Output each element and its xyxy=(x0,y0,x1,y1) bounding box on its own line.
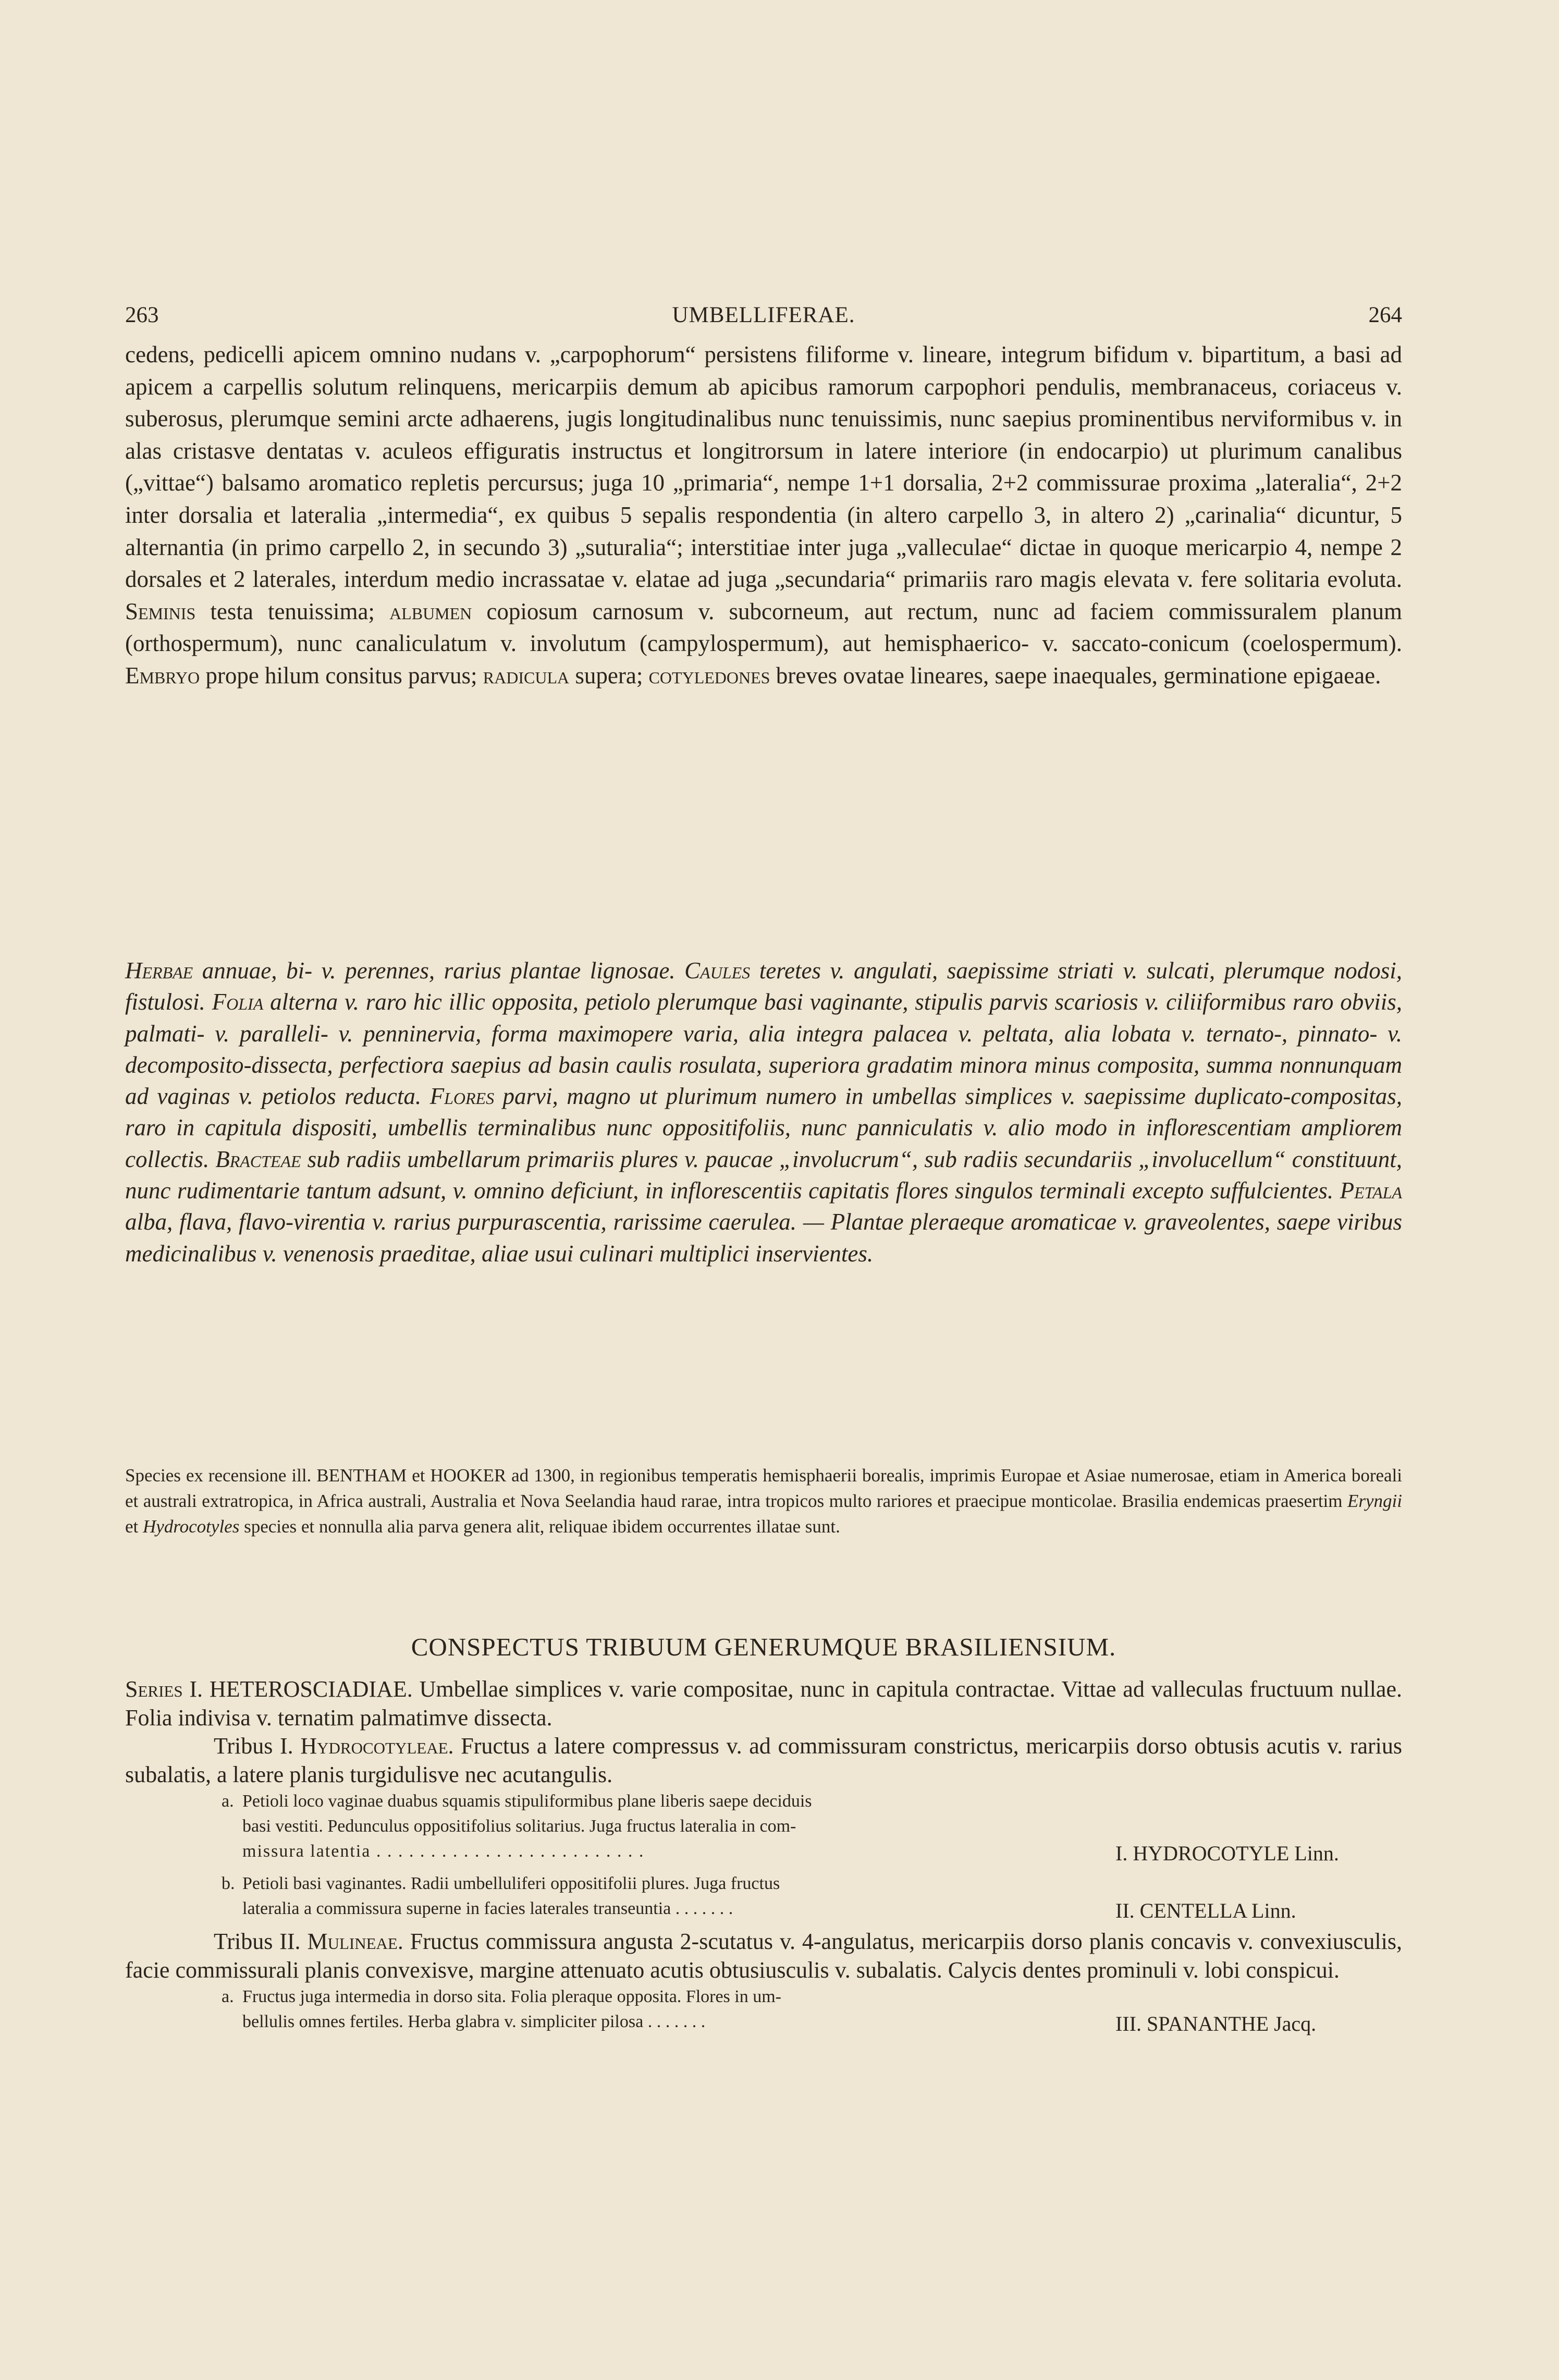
running-header xyxy=(125,302,1402,334)
text-run: testa tenuissima; xyxy=(195,598,390,624)
term-embryo: Embryo xyxy=(125,662,200,689)
key-entry-a-spananthe xyxy=(125,1984,1402,2041)
key-line: Petioli loco vaginae duabus squamis stipuliformibus plane liberis saepe deciduis xyxy=(242,1792,812,1811)
genus-result: III. SPANANTHE Jacq. xyxy=(1115,2012,1317,2035)
genus-result: I. HYDROCOTYLE Linn. xyxy=(1115,1842,1339,1865)
text-run: et xyxy=(125,1516,143,1537)
key-line: Fructus juga intermedia in dorso sita. Folia pleraque opposita. Flores in um- xyxy=(242,1987,781,2006)
text-run: teretes v. angulati, saepissime striati v. sulcati, plerumque nodosi, fistulosi. xyxy=(125,958,1402,1015)
term-herbae: Herbae xyxy=(125,958,193,984)
conspectus-body xyxy=(125,1675,1402,2041)
tribus-1-paragraph xyxy=(125,1732,1402,1789)
term-cotyledones: cotyledones xyxy=(648,662,770,689)
running-title: UMBELLIFERAE. xyxy=(672,303,855,327)
key-text xyxy=(242,1984,1061,2034)
key-text xyxy=(242,1871,1061,1921)
tribus-label: Tribus I. xyxy=(214,1733,293,1759)
key-label: b. xyxy=(222,1874,235,1893)
key-line: bellulis omnes fertiles. Herba glabra v. simpliciter pilosa . . . . . . . xyxy=(242,2012,706,2031)
key-label: a. xyxy=(222,1792,234,1811)
key-line: missura latentia . . . . . . . . . . . . . . . . . . . . . . . . . xyxy=(242,1842,645,1861)
habit-description-paragraph xyxy=(125,955,1402,1269)
series-text: Umbellae simplices v. varie compositae, nunc in capitula contractae. Vittae ad valleculas fructuum nullae. Folia indivisa v. ternatim palmatimve dissecta. xyxy=(125,1676,1402,1731)
conspectus-heading: CONSPECTUS TRIBUUM GENERUMQUE BRASILIENSIUM. xyxy=(411,1633,1116,1661)
term-albumen: albumen xyxy=(389,598,472,624)
text-run: breves ovatae lineares, saepe inaequales, germinatione epigaeae. xyxy=(770,662,1381,689)
text-run: species et nonnulla alia parva genera alit, reliquae ibidem occurrentes illatae sunt. xyxy=(239,1516,840,1537)
page-number-left: 263 xyxy=(125,303,159,327)
tribus-2-paragraph xyxy=(125,1928,1402,1984)
term-caules: Caules xyxy=(684,958,751,984)
tribus-text: Fructus commissura angusta 2-scutatus v. 4-angulatus, mericarpiis dorso planis concavis v. convexiusculis, facie commissurali planis convexisve, margine attenuato acutis obtusiusculis v. subalatis. Calycis dentes prominuli v. lobi conspicui. xyxy=(125,1929,1402,1983)
key-entry-a-hydrocotyle xyxy=(125,1789,1402,1871)
tribus-name: Hydrocotyleae. xyxy=(300,1733,454,1759)
text-run: annuae, bi- v. perennes, rarius plantae lignosae. xyxy=(193,958,685,984)
species-distribution-note xyxy=(125,1463,1402,1539)
term-folia: Folia xyxy=(212,989,264,1015)
text-run: alba, flava, flavo-virentia v. rarius purpurascentia, rarissime caerulea. — Plantae pleraeque aromaticae v. graveolentes, saepe viribus medicinalibus v. venenosis praeditae, aliae usui culinari multiplici inservientes. xyxy=(125,1209,1402,1267)
text-run: prope hilum consitus parvus; xyxy=(200,662,483,689)
genus-result: II. CENTELLA Linn. xyxy=(1115,1899,1296,1922)
tribus-label: Tribus II. xyxy=(214,1929,301,1954)
series-name: HETEROSCIADIAE. xyxy=(209,1676,413,1702)
page-number-right: 264 xyxy=(1368,303,1402,327)
text-run: alterna v. raro hic illic opposita, petiolo plerumque basi vaginante, stipulis parvis scariosis v. ciliiformibus raro obviis, palmati- v. paralleli- v. penninervia, forma maximopere varia, alia integra palacea v. peltata, alia lobata v. ternato-, pinnato- v. decomposito-dissecta, perfectiora saepius ad basin caulis rosulata, superiora gradatim minora minus composita, summa nonnunquam ad vaginas v. petiolos reducta. xyxy=(125,989,1402,1110)
term-seminis: Seminis xyxy=(125,598,196,624)
term-bracteae: Bracteae xyxy=(215,1146,301,1172)
term-petala: Petala xyxy=(1340,1177,1402,1204)
series-paragraph xyxy=(125,1675,1402,1732)
tribus-text: Fructus a latere compressus v. ad commissuram constrictus, mericarpiis dorso obtusis acutis v. rarius subalatis, a latere planis turgidulisve nec acutangulis. xyxy=(125,1733,1403,1787)
genus-hydrocotyle: Hydrocotyles xyxy=(143,1516,240,1537)
fruit-description-paragraph xyxy=(125,339,1402,692)
key-entry-b-centella xyxy=(125,1871,1402,1928)
genus-eryngium: Eryngii xyxy=(1347,1491,1402,1511)
text-run: sub radiis umbellarum primariis plures v. paucae „involucrum“, sub radiis secundariis „involucellum“ constituunt, nunc rudimentarie tantum adsunt, v. omnino deficiunt, in inflorescentiis capitatis flores singulos terminali excepto suffulcientes. xyxy=(125,1146,1403,1204)
tribus-name: Mulineae. xyxy=(307,1929,403,1954)
key-line: basi vestiti. Pedunculus oppositifolius solitarius. Juga fructus lateralia in com- xyxy=(242,1817,796,1836)
key-line: Petioli basi vaginantes. Radii umbelluliferi oppositifolii plures. Juga fructus xyxy=(242,1874,780,1893)
key-text xyxy=(242,1789,1061,1864)
text-run: copiosum carnosum v. subcorneum, aut rectum, nunc ad faciem commissuralem planum (orthospermum), nunc canaliculatum v. involutum (campylospermum), aut hemisphaerico- v. saccato-conicum (coelospermum). xyxy=(125,598,1402,657)
series-label: Series I. xyxy=(125,1676,203,1702)
key-line: lateralia a commissura superne in facies laterales transeuntia . . . . . . . xyxy=(242,1899,733,1918)
text-run: cedens, pedicelli apicem omnino nudans v. „carpophorum“ persistens filiforme v. lineare, integrum bifidum v. bipartitum, a basi ad apicem a carpellis solutum relinquens, mericarpiis demum ab apicibus ramorum carpophori pendulis, membranaceus, coriaceus v. suberosus, plerumque semini arcte adhaerens, jugis longitudinalibus nunc tenuissimis, nunc saepius prominentibus nerviformibus v. in alas cristasve dentatas v. aculeos effiguratis instructus et longitrorsum in latere interiore (in endocarpio) ut plurimum canalibus („vittae“) balsamo aromatico repletis percursus; juga 10 „primaria“, nempe 1+1 dorsalia, 2+2 commissurae proxima „lateralia“, 2+2 inter dorsalia et lateralia „intermedia“, ex quibus 5 sepalis respondentia (in altero carpello 3, in altero 2) „carinalia“ dicuntur, 5 alternantia (in primo carpello 2, in secundo 3) „suturalia“; interstitiae inter juga „valleculae“ dictae in quoque mericarpio 4, nempe 2 dorsales et 2 laterales, interdum medio incrassatae v. elatae ad juga „secundaria“ primariis raro magis elevata v. fere solitaria evoluta. xyxy=(125,341,1402,593)
text-run: supera; xyxy=(569,662,649,689)
term-flores: Flores xyxy=(429,1083,495,1110)
text-run: Species ex recensione ill. BENTHAM et HOOKER ad 1300, in regionibus temperatis hemisphaerii borealis, imprimis Europae et Asiae numerosae, etiam in America boreali et australi extratropica, in Africa australi, Australia et Nova Seelandia haud rarae, intra tropicos multo rariores et praecipue monticolae. Brasilia endemicas praesertim xyxy=(125,1465,1402,1511)
key-label: a. xyxy=(222,1987,234,2006)
term-radicula: radicula xyxy=(483,662,570,689)
text-run: parvi, magno ut plurimum numero in umbellas simplices v. saepissime duplicato-compositas, raro in capitula dispositi, umbellis terminalibus nunc oppositifoliis, nunc panniculatis v. alio modo in inflorescentiam ampliorem collectis. xyxy=(125,1083,1402,1172)
